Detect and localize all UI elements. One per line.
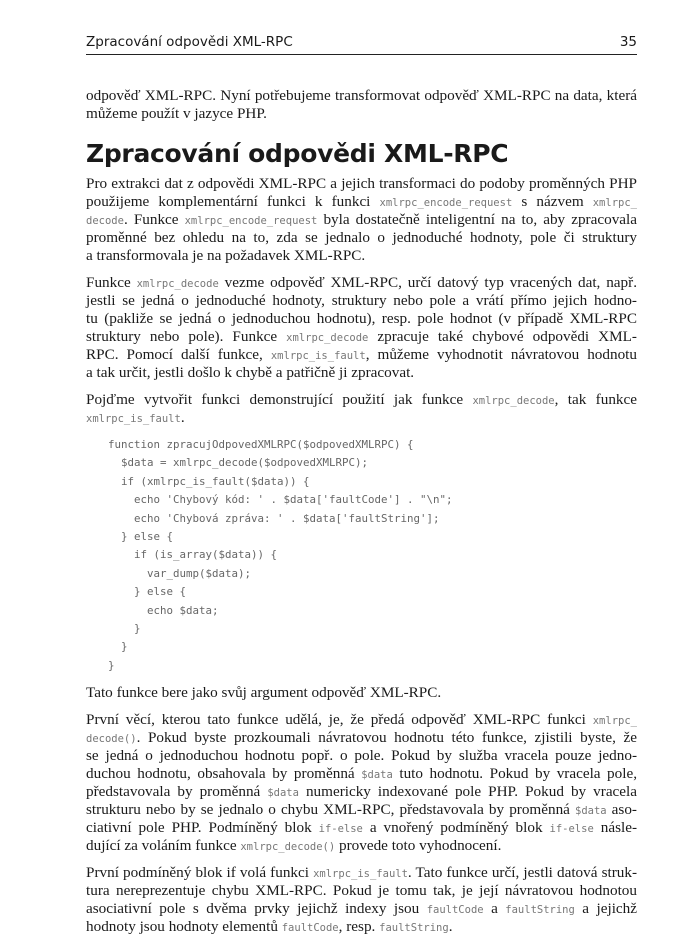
- intro-paragraph: [86, 87, 637, 123]
- text-line: [86, 711, 637, 729]
- text-run: , můžeme vyhodnotit návratovou hodnotu: [365, 346, 637, 363]
- text-run: použijeme komplementární funkci k funkci: [86, 193, 380, 210]
- text-line: [86, 801, 637, 819]
- code-line: } else {: [108, 585, 187, 599]
- body-paragraph: [86, 864, 637, 936]
- paragraphs-before-code: [86, 175, 637, 427]
- page-number: 35: [619, 34, 637, 50]
- text-run: RPC. Pomocí další funkce,: [86, 346, 271, 363]
- text-run: Tato funkce bere jako svůj argument odpověď XML-RPC.: [86, 684, 442, 702]
- body-paragraph: [86, 274, 637, 382]
- text-run: byla dostatečně inteligentní na to, aby zpracovala: [317, 211, 637, 228]
- body-paragraph: [86, 684, 637, 702]
- text-run: násle-: [593, 819, 637, 837]
- inline-code: faultCode: [426, 904, 484, 917]
- text-run: duchou hodnotu, obsahovala by proměnná: [86, 765, 362, 783]
- code-line: }: [108, 640, 128, 654]
- text-run: . Tato funkce určí, jestli datová struk-: [407, 864, 637, 882]
- code-listing: [108, 436, 637, 675]
- text-line: [86, 900, 637, 918]
- code-line: echo 'Chybový kód: ' . $data['faultCode'] . "\n";: [108, 493, 453, 507]
- code-line: if (xmlrpc_is_fault($data)) {: [108, 474, 310, 488]
- text-run: dující za voláním funkce: [86, 837, 241, 855]
- code-line: echo $data;: [108, 603, 219, 617]
- text-run: vezme odpověď XML-RPC, určí datový typ vracených dat, např.: [218, 274, 637, 291]
- inline-code: $data: [267, 787, 299, 800]
- text-run: a tak určit, jestli došlo k chybě a patřičně ji zpracovat.: [86, 364, 415, 381]
- inline-code: xmlrpc_decode(): [240, 841, 336, 854]
- inline-code: $data: [575, 805, 607, 818]
- section-heading: Zpracování odpovědi XML-RPC: [86, 139, 509, 168]
- text-line: [86, 229, 637, 247]
- text-run: Funkce: [86, 274, 137, 291]
- text-run: tuto hodnotu. Pokud by vracela pole,: [392, 765, 638, 783]
- text-run: jestli se jedná o jednoduché hodnoty, struktury nebo pole a vrátí přímo jejich hodno-: [86, 292, 637, 309]
- text-run: můžeme použít v jazyce PHP.: [86, 105, 267, 122]
- text-line: [86, 837, 637, 855]
- text-run: s názvem: [512, 193, 593, 210]
- code-line: }: [108, 658, 115, 672]
- text-run: zpracuje také chybové odpovědi XML-: [368, 328, 637, 345]
- running-header-title: Zpracování odpovědi XML-RPC: [86, 34, 293, 50]
- text-line: [86, 328, 637, 346]
- text-line: [86, 364, 637, 382]
- inline-code: $data: [361, 769, 393, 782]
- text-run: Pro extrakci dat z odpovědi XML-RPC a jejich transformaci do podoby proměnných PHP: [86, 175, 637, 192]
- inline-code: xmlrpc_: [592, 715, 637, 728]
- paragraphs-after-code: [86, 684, 637, 936]
- text-run: a jejichž: [574, 900, 637, 918]
- body-paragraph: [86, 175, 637, 265]
- text-run: a: [483, 900, 506, 918]
- inline-code: xmlrpc_: [592, 197, 637, 209]
- text-line: [86, 391, 637, 409]
- inline-code: xmlrpc_decode: [136, 278, 219, 290]
- inline-code: faultCode: [281, 922, 339, 935]
- inline-code: xmlrpc_is_fault: [86, 413, 181, 425]
- code-line: } else {: [108, 529, 174, 543]
- text-run: numericky indexované pole PHP. Pokud by vracela: [298, 783, 637, 801]
- inline-code: xmlrpc_decode: [472, 395, 555, 407]
- body-paragraph: [86, 391, 637, 427]
- text-run: se jedná o jednoduchou hodnotu popř. o pole. Pokud by služba vracela pouze jedno-: [86, 747, 637, 765]
- text-run: tu (pakliže se jedná o jednoduchou hodnotu), resp. pole hodnot (v případě XML-RPC: [86, 310, 637, 327]
- text-line: [86, 864, 637, 882]
- text-run: Pojďme vytvořit funkci demonstrující použití jak funkce: [86, 391, 473, 408]
- text-line: [86, 729, 637, 747]
- text-run: . Pokud byste prozkoumali návratovou hodnotu této funkce, zjistili byste, že: [136, 729, 637, 747]
- text-run: hodnoty jsou hodnoty elementů: [86, 918, 282, 936]
- text-line: [86, 310, 637, 328]
- inline-code: decode(): [86, 733, 137, 746]
- body-paragraph: [86, 711, 637, 855]
- code-line: }: [108, 621, 141, 635]
- text-line: [86, 346, 637, 364]
- text-run: a vnořený podmíněný blok: [362, 819, 550, 837]
- text-line: [86, 765, 637, 783]
- text-line: [86, 87, 637, 105]
- text-run: . Funkce: [123, 211, 185, 228]
- text-line: [86, 211, 637, 229]
- text-run: ciativní pole PHP. Podmíněný blok: [86, 819, 319, 837]
- inline-code: decode: [86, 215, 124, 227]
- text-run: První podmíněný blok if volá funkci: [86, 864, 314, 882]
- text-run: tura nereprezentuje chybu XML-RPC. Pokud je tomu tak, je její návratovou hodnotou: [86, 882, 637, 900]
- text-run: asociativní pole s dvěma prvky jejichž indexy jsou: [86, 900, 427, 918]
- text-line: [86, 105, 637, 123]
- inline-code: xmlrpc_encode_request: [184, 215, 318, 227]
- text-run: , resp.: [338, 918, 380, 936]
- text-run: struktury nebo pole). Funkce: [86, 328, 287, 345]
- inline-code: faultString: [505, 904, 575, 917]
- inline-code: xmlrpc_decode: [286, 332, 369, 344]
- inline-code: xmlrpc_is_fault: [270, 350, 366, 362]
- code-line: if (is_array($data)) {: [108, 548, 278, 562]
- text-line: [86, 175, 637, 193]
- inline-code: xmlrpc_is_fault: [313, 868, 408, 881]
- text-line: [86, 747, 637, 765]
- code-line: function zpracujOdpovedXMLRPC($odpovedXMLRPC) {: [108, 438, 414, 451]
- inline-code: if-else: [318, 823, 363, 836]
- inline-code: if-else: [549, 823, 594, 836]
- text-run: a transformovala je na požadavek XML-RPC.: [86, 247, 366, 264]
- text-run: .: [448, 918, 453, 936]
- text-run: aso-: [606, 801, 637, 819]
- code-line: $data = xmlrpc_decode($odpovedXMLRPC);: [108, 456, 369, 470]
- text-run: .: [180, 409, 185, 426]
- text-line: [86, 247, 637, 265]
- text-run: představovala by proměnná: [86, 783, 268, 801]
- text-line: [86, 882, 637, 900]
- text-run: odpověď XML-RPC. Nyní potřebujeme transformovat odpověď XML-RPC na data, která: [86, 87, 637, 104]
- text-line: [86, 409, 637, 427]
- text-run: , tak funkce: [554, 391, 637, 408]
- page-content: [86, 87, 637, 945]
- text-line: [86, 918, 637, 936]
- inline-code: faultString: [379, 922, 449, 935]
- text-line: [86, 193, 637, 211]
- inline-code: xmlrpc_encode_request: [379, 197, 513, 209]
- text-line: [86, 819, 637, 837]
- text-run: První věcí, kterou tato funkce udělá, je, že předá odpověď XML-RPC funkci: [86, 711, 593, 729]
- running-header: [86, 32, 637, 55]
- text-line: [86, 292, 637, 310]
- text-run: proměnné bez ohledu na to, zda se jednalo o jednoduché hodnoty, pole či struktury: [86, 229, 637, 246]
- code-line: echo 'Chybová zpráva: ' . $data['faultString'];: [108, 511, 440, 525]
- text-line: [86, 783, 637, 801]
- text-line: [86, 684, 637, 702]
- code-line: var_dump($data);: [108, 566, 252, 580]
- text-line: [86, 274, 637, 292]
- text-run: strukturu nebo by se jednalo o chybu XML-RPC, představovala by proměnná: [86, 801, 575, 819]
- text-run: provede toto vyhodnocení.: [335, 837, 502, 855]
